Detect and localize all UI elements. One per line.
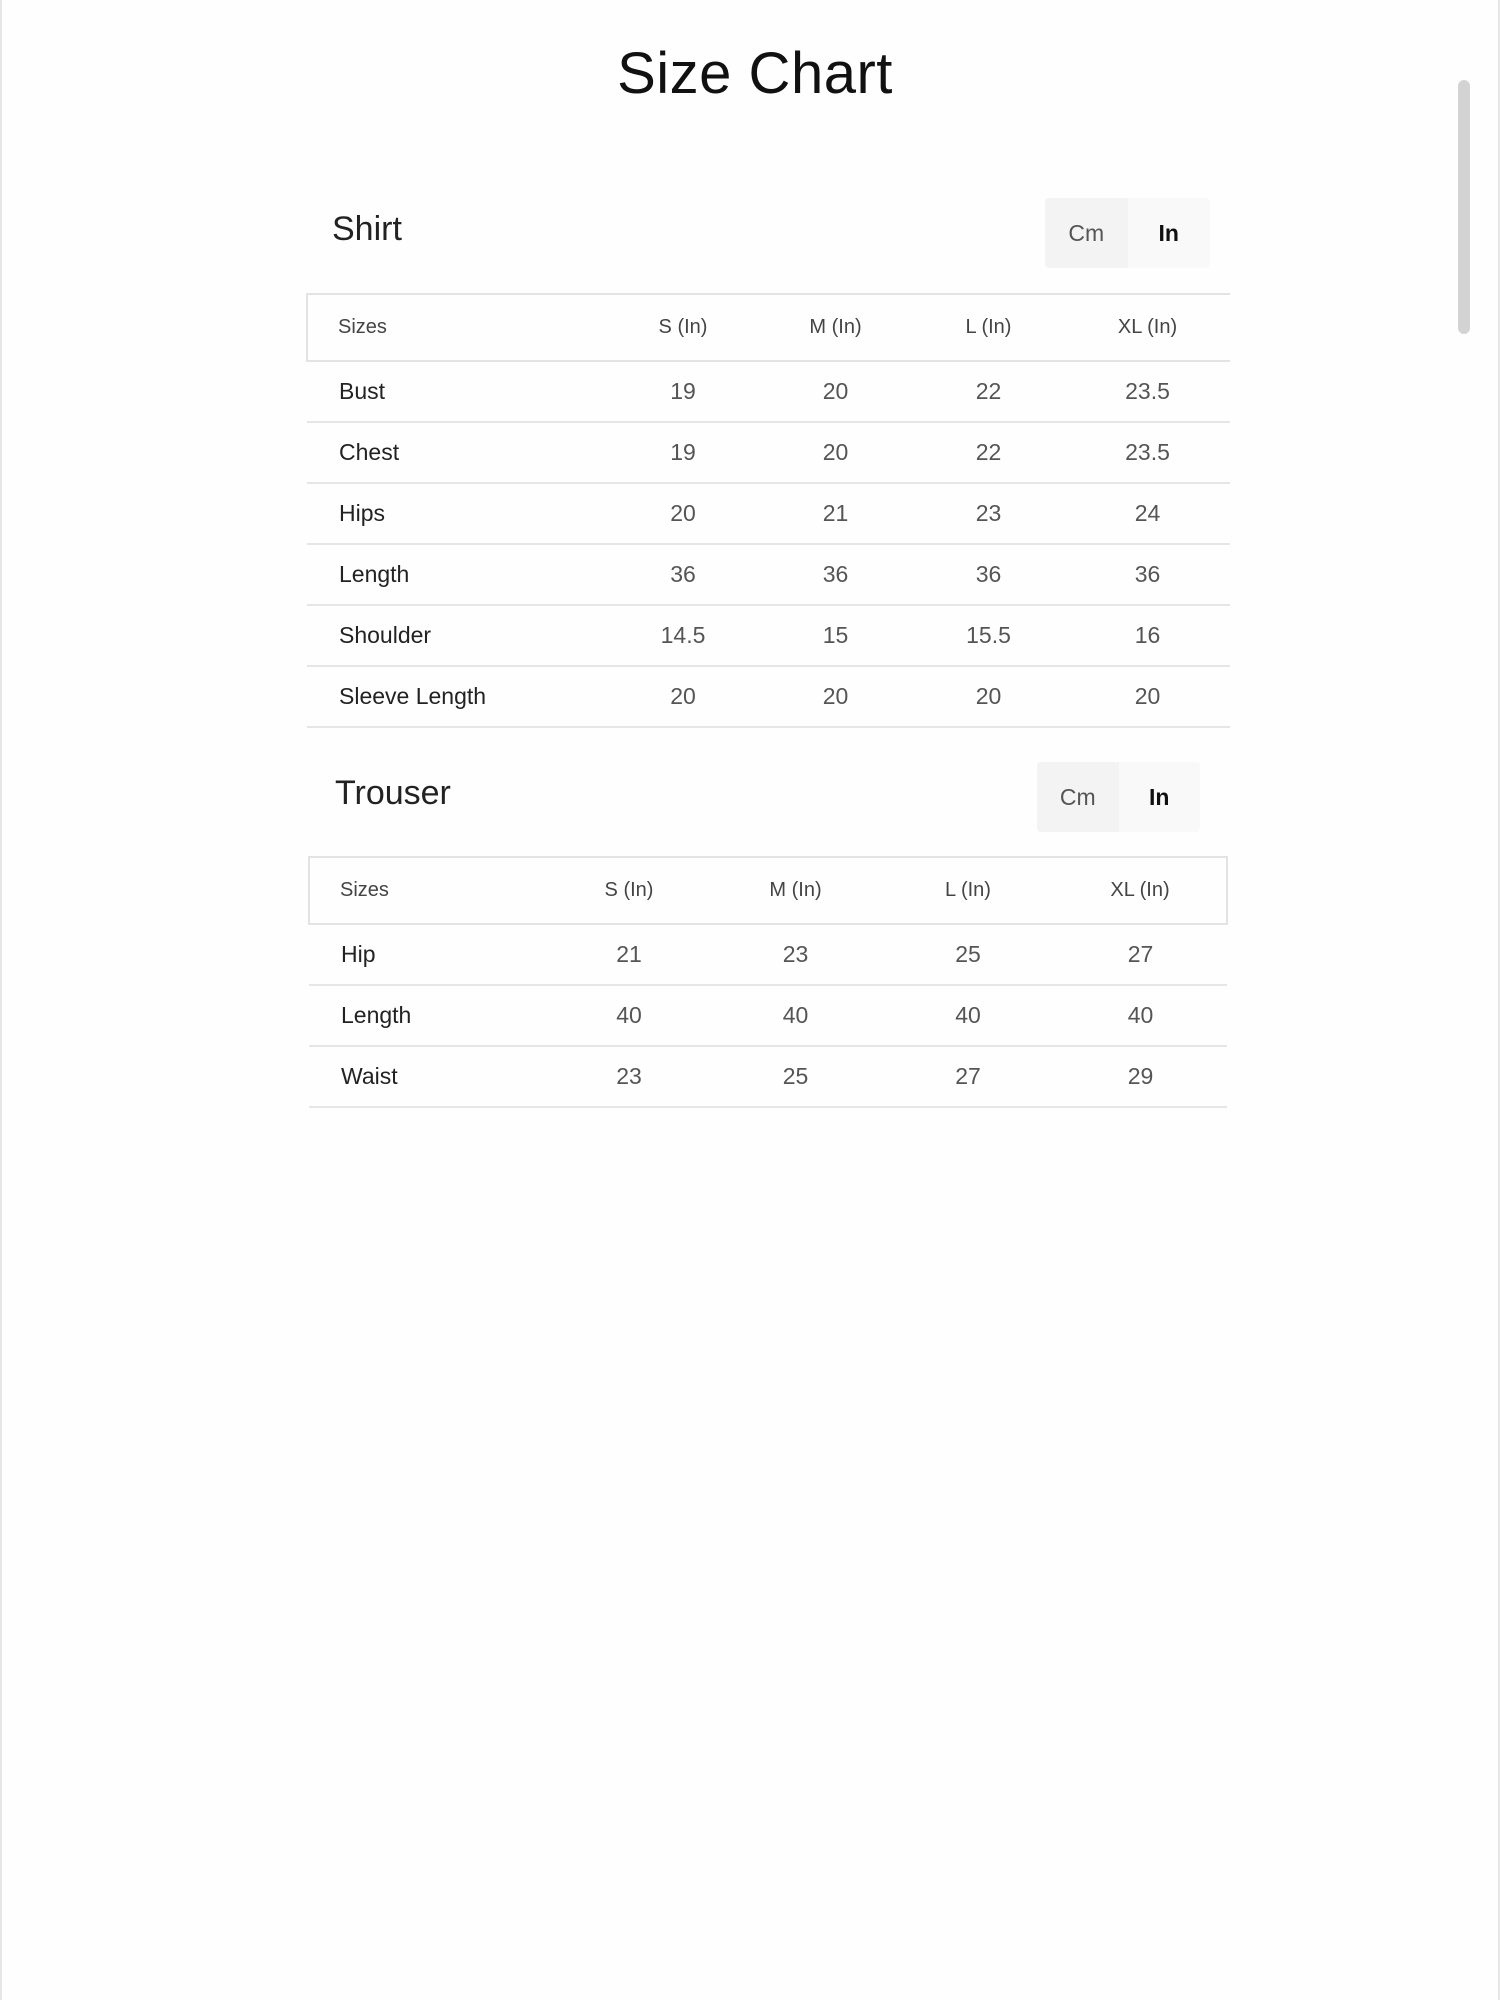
- row-label: Length: [307, 544, 607, 605]
- cell-l: 23: [912, 483, 1065, 544]
- cell-m: 15: [759, 605, 912, 666]
- trouser-header-s: S (In): [549, 857, 709, 924]
- shirt-unit-toggle: [1045, 198, 1210, 268]
- trouser-header-row: [309, 857, 1227, 924]
- table-row: [307, 605, 1230, 666]
- cell-m: 20: [759, 666, 912, 727]
- table-row: [307, 544, 1230, 605]
- table-row: [307, 666, 1230, 727]
- table-row: [309, 985, 1227, 1046]
- cell-s: 20: [607, 483, 759, 544]
- table-row: [309, 1046, 1227, 1107]
- trouser-header-l: L (In): [882, 857, 1054, 924]
- cell-s: 20: [607, 666, 759, 727]
- page-title: [2, 40, 1500, 107]
- table-row: [307, 483, 1230, 544]
- row-label: Waist: [309, 1046, 549, 1107]
- cell-xl: 23.5: [1065, 361, 1230, 422]
- cell-l: 36: [912, 544, 1065, 605]
- shirt-header-l: L (In): [912, 294, 1065, 361]
- cell-s: 21: [549, 924, 709, 985]
- scrollbar[interactable]: [1458, 80, 1470, 1980]
- shirt-section-title: Shirt: [332, 210, 402, 248]
- cell-l: 20: [912, 666, 1065, 727]
- cell-l: 15.5: [912, 605, 1065, 666]
- cell-xl: 20: [1065, 666, 1230, 727]
- cell-l: 22: [912, 422, 1065, 483]
- cell-l: 27: [882, 1046, 1054, 1107]
- shirt-header-sizes: Sizes: [307, 294, 607, 361]
- table-row: [309, 924, 1227, 985]
- cell-l: 22: [912, 361, 1065, 422]
- shirt-unit-cm-button[interactable]: Cm: [1045, 198, 1128, 268]
- row-label: Length: [309, 985, 549, 1046]
- cell-m: 23: [709, 924, 882, 985]
- cell-s: 14.5: [607, 605, 759, 666]
- cell-l: 40: [882, 985, 1054, 1046]
- cell-s: 19: [607, 422, 759, 483]
- cell-s: 23: [549, 1046, 709, 1107]
- cell-xl: 16: [1065, 605, 1230, 666]
- cell-m: 20: [759, 422, 912, 483]
- row-label: Bust: [307, 361, 607, 422]
- shirt-header-row: [307, 294, 1230, 361]
- row-label: Hip: [309, 924, 549, 985]
- row-label: Chest: [307, 422, 607, 483]
- cell-xl: 23.5: [1065, 422, 1230, 483]
- cell-s: 40: [549, 985, 709, 1046]
- cell-xl: 29: [1054, 1046, 1227, 1107]
- shirt-header-xl: XL (In): [1065, 294, 1230, 361]
- cell-xl: 36: [1065, 544, 1230, 605]
- shirt-header-s: S (In): [607, 294, 759, 361]
- cell-m: 20: [759, 361, 912, 422]
- trouser-section-title: Trouser: [335, 774, 451, 812]
- cell-xl: 24: [1065, 483, 1230, 544]
- cell-l: 25: [882, 924, 1054, 985]
- cell-xl: 40: [1054, 985, 1227, 1046]
- cell-s: 19: [607, 361, 759, 422]
- trouser-header-xl: XL (In): [1054, 857, 1227, 924]
- table-row: [307, 361, 1230, 422]
- trouser-size-table: [308, 856, 1228, 1108]
- cell-m: 36: [759, 544, 912, 605]
- trouser-unit-in-button[interactable]: In: [1119, 762, 1201, 832]
- cell-s: 36: [607, 544, 759, 605]
- cell-m: 21: [759, 483, 912, 544]
- trouser-header-sizes: Sizes: [309, 857, 549, 924]
- trouser-header-m: M (In): [709, 857, 882, 924]
- row-label: Shoulder: [307, 605, 607, 666]
- cell-m: 40: [709, 985, 882, 1046]
- cell-m: 25: [709, 1046, 882, 1107]
- shirt-header-m: M (In): [759, 294, 912, 361]
- shirt-unit-in-button[interactable]: In: [1128, 198, 1211, 268]
- trouser-unit-toggle: [1037, 762, 1200, 832]
- scrollbar-thumb[interactable]: [1458, 80, 1470, 334]
- row-label: Hips: [307, 483, 607, 544]
- table-row: [307, 422, 1230, 483]
- row-label: Sleeve Length: [307, 666, 607, 727]
- shirt-size-table: [306, 293, 1230, 728]
- page-title-text: Size Chart: [617, 41, 893, 106]
- trouser-unit-cm-button[interactable]: Cm: [1037, 762, 1119, 832]
- cell-xl: 27: [1054, 924, 1227, 985]
